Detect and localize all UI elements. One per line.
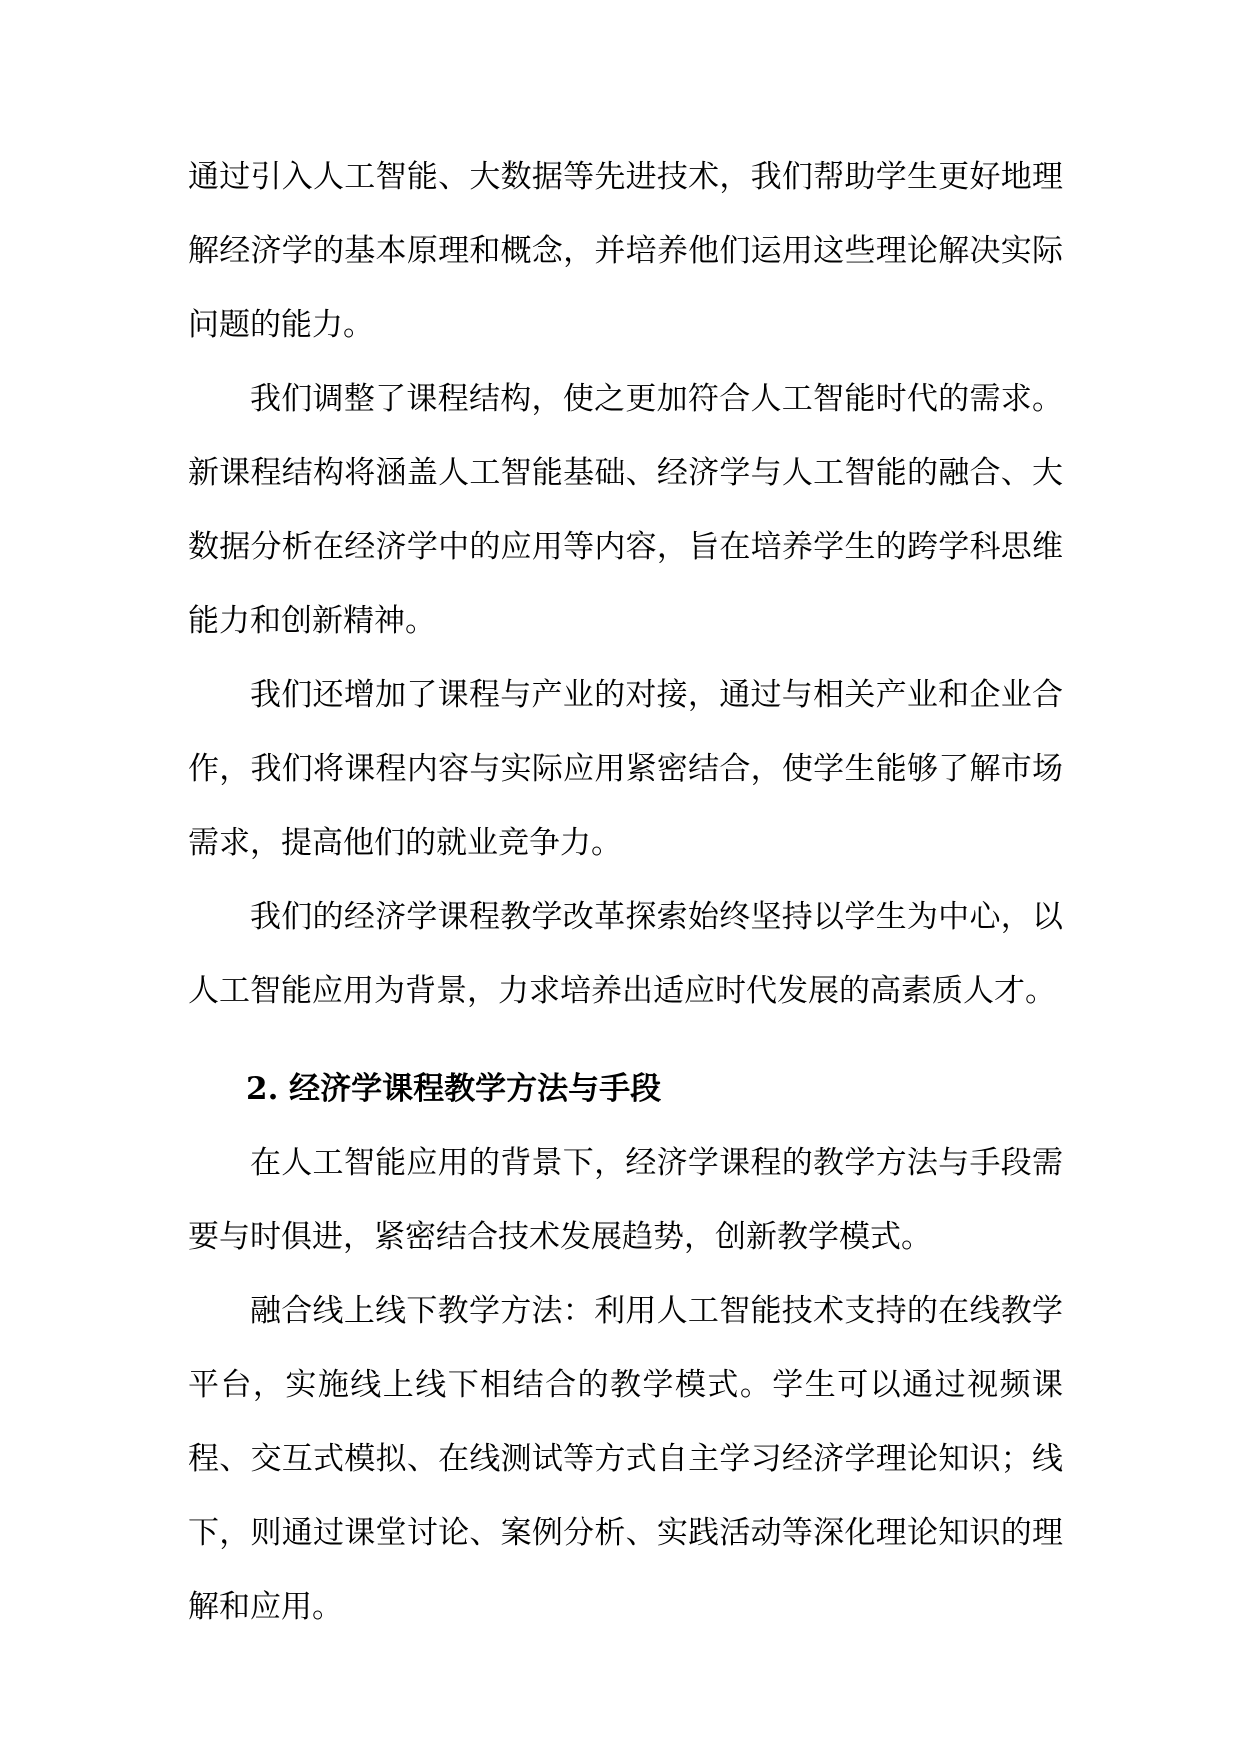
paragraph-5: 在人工智能应用的背景下，经济学课程的教学方法与手段需要与时俱进，紧密结合技术发展趋势，创新教学模式。 [188, 1145, 1063, 1255]
paragraph-6: 融合线上线下教学方法：利用人工智能技术支持的在线教学平台，实施线上线下相结合的教学模式。学生可以通过视频课程、交互式模拟、在线测试等方式自主学习经济学理论知识；线下，则通过课堂讨论、案例分析、实践活动等深化理论知识的理解和应用。 [188, 1293, 1063, 1625]
paragraph-1: 通过引入人工智能、大数据等先进技术，我们帮助学生更好地理解经济学的基本原理和概念，并培养他们运用这些理论解决实际问题的能力。 [188, 159, 1063, 343]
paragraph-3: 我们还增加了课程与产业的对接，通过与相关产业和企业合作，我们将课程内容与实际应用紧密结合，使学生能够了解市场需求，提高他们的就业竞争力。 [188, 677, 1063, 861]
paragraph-2: 我们调整了课程结构，使之更加符合人工智能时代的需求。新课程结构将涵盖人工智能基础、经济学与人工智能的融合、大数据分析在经济学中的应用等内容，旨在培养学生的跨学科思维能力和创新精神。 [188, 381, 1063, 639]
paragraph-4: 我们的经济学课程教学改革探索始终坚持以学生为中心，以人工智能应用为背景，力求培养出适应时代发展的高素质人才。 [188, 899, 1063, 1009]
section-heading: 2. 经济学课程教学方法与手段 [246, 1071, 662, 1107]
document-body [188, 140, 1063, 1644]
